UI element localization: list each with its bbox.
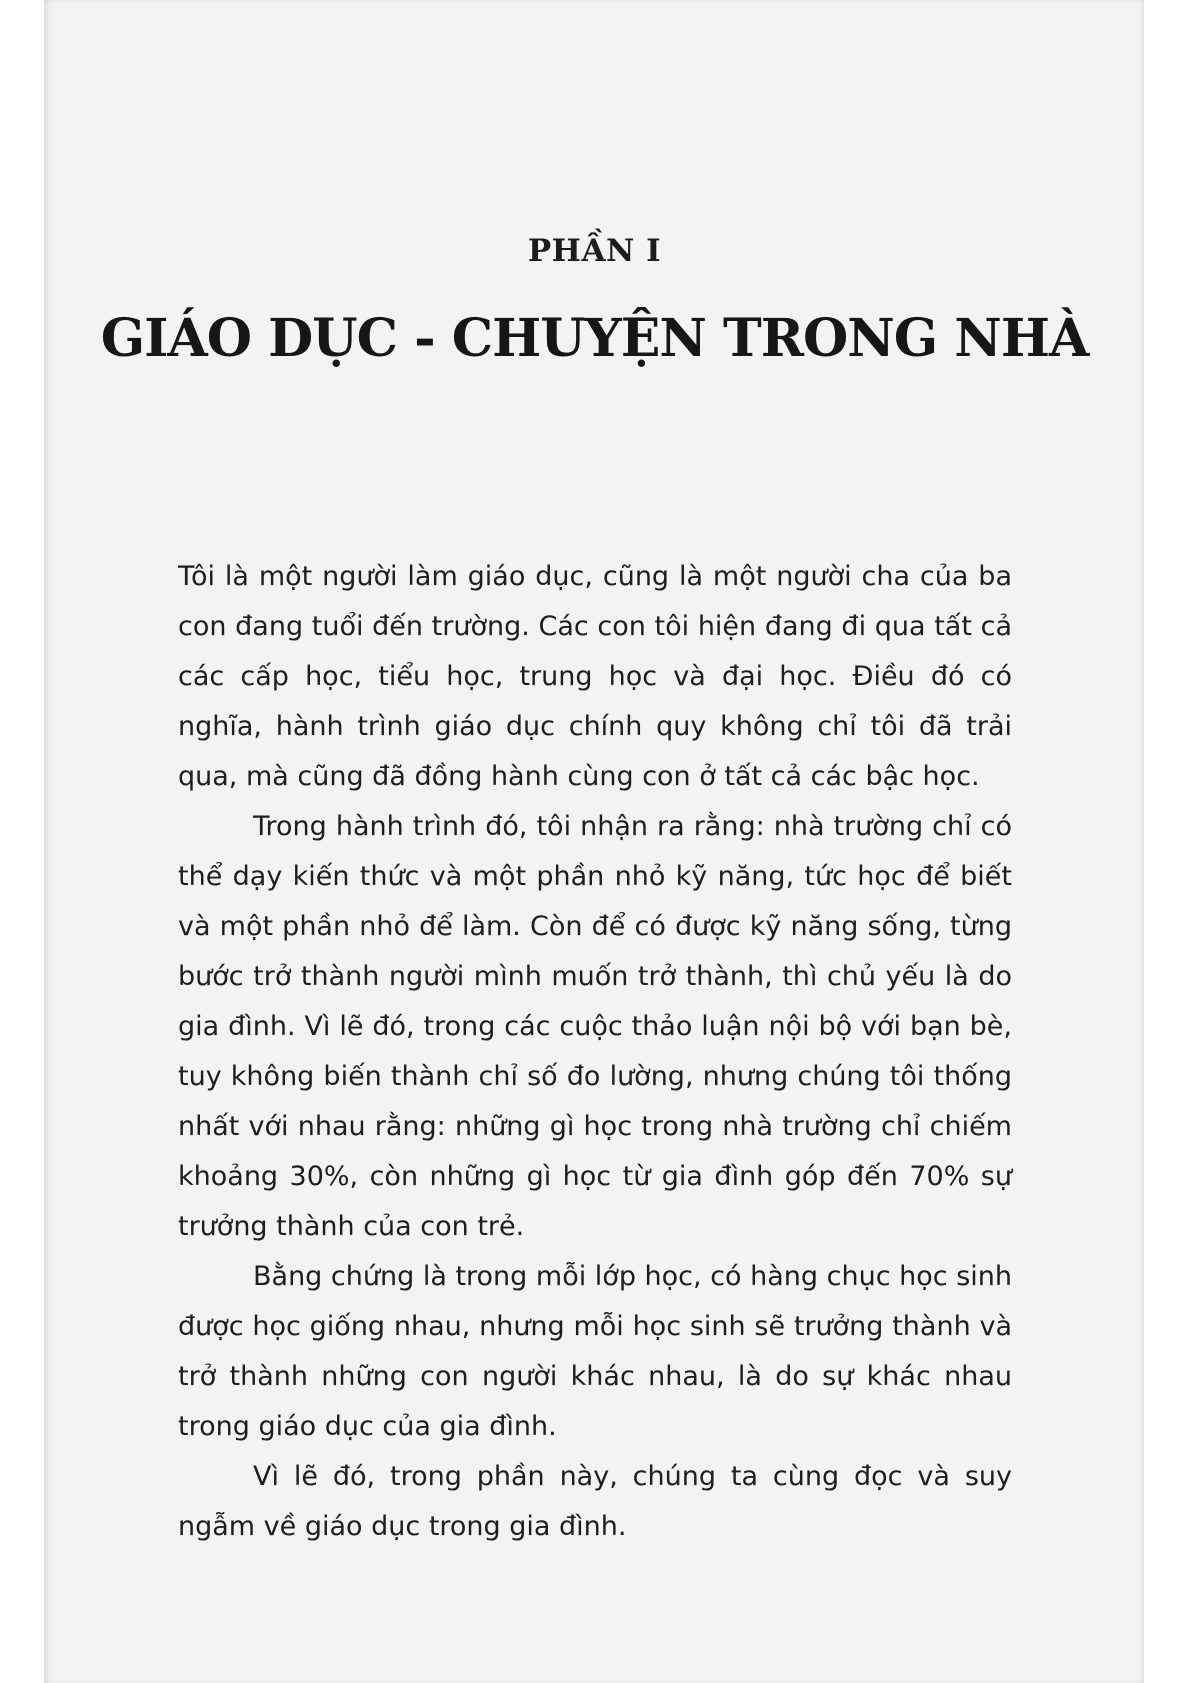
paragraph-2: Trong hành trình đó, tôi nhận ra rằng: nhà trường chỉ có thể dạy kiến thức và một phần nhỏ kỹ năng, tức học để biết và một phần nhỏ để làm. Còn để có được kỹ năng sống, từng bước trở thành người mình muốn trở thành, thì chủ yếu là do gia đình. Vì lẽ đó, trong các cuộc thảo luận nội bộ với bạn bè, tuy không biến thành chỉ số đo lường, nhưng chúng tôi thống nhất với nhau rằng: những gì học trong nhà trường chỉ chiếm khoảng 30%, còn những gì học từ gia đình góp đến 70% sự trưởng thành của con trẻ.: [178, 811, 1012, 1242]
paragraph-4: Vì lẽ đó, trong phần này, chúng ta cùng đọc và suy ngẫm về giáo dục trong gia đình.: [178, 1461, 1012, 1542]
part-title: GIÁO DỤC - CHUYỆN TRONG NHÀ: [100, 308, 1089, 369]
paragraph-3: Bằng chứng là trong mỗi lớp học, có hàng chục học sinh được học giống nhau, nhưng mỗi học sinh sẽ trưởng thành và trở thành những con người khác nhau, là do sự khác nhau trong giáo dục của gia đình.: [178, 1261, 1012, 1442]
part-label: PHẦN I: [527, 233, 662, 269]
body-text: [178, 552, 1012, 1552]
paragraph-1: Tôi là một người làm giáo dục, cũng là một người cha của ba con đang tuổi đến trường. Các con tôi hiện đang đi qua tất cả các cấp học, tiểu học, trung học và đại học. Điều đó có nghĩa, hành trình giáo dục chính quy không chỉ tôi đã trải qua, mà cũng đã đồng hành cùng con ở tất cả các bậc học.: [178, 561, 1012, 792]
